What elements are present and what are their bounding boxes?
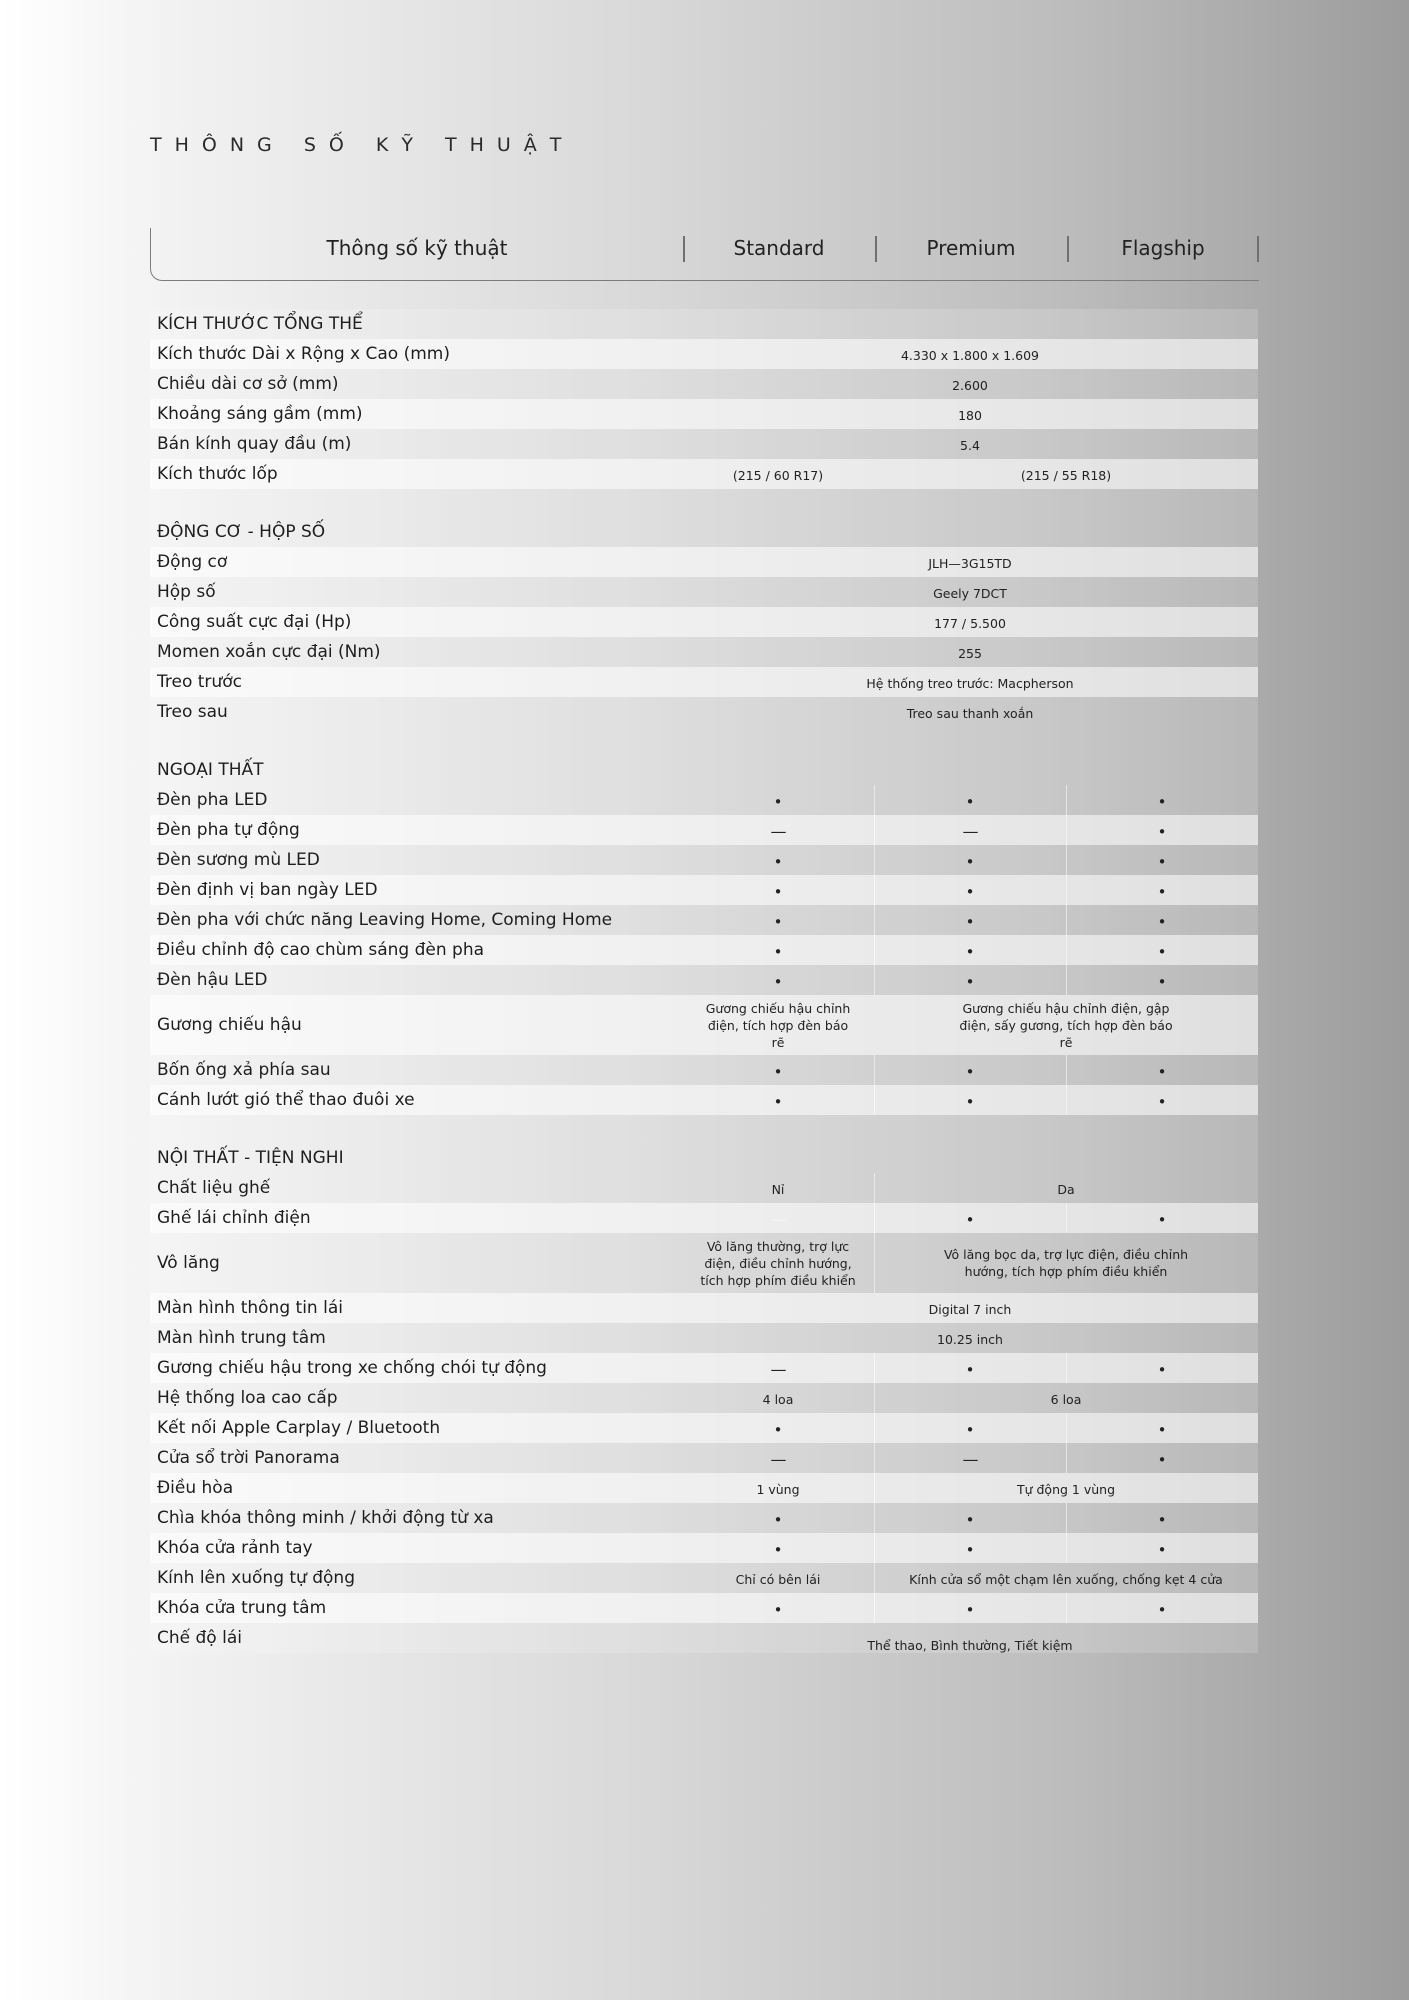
available-dot: • xyxy=(1157,1092,1167,1111)
header-spec: Thông số kỹ thuật xyxy=(326,236,508,260)
available-dot: • xyxy=(965,852,975,871)
table-row xyxy=(150,637,1258,667)
available-dot: • xyxy=(1157,972,1167,991)
table-row xyxy=(150,1055,1258,1085)
table-row xyxy=(150,1203,1258,1233)
row-label: Chiều dài cơ sở (mm) xyxy=(157,374,339,394)
unavailable-dash: — xyxy=(962,1450,978,1469)
row-label: Chế độ lái xyxy=(157,1628,242,1648)
section-header-engine xyxy=(150,517,1258,547)
table-row xyxy=(150,607,1258,637)
row-label: Bốn ống xả phía sau xyxy=(157,1060,331,1080)
row-label: Đèn hậu LED xyxy=(157,970,268,990)
available-dot: • xyxy=(1157,882,1167,901)
header-flagship: Flagship xyxy=(1121,236,1205,260)
value-premium-flagship: Da xyxy=(1057,1182,1075,1197)
available-dot: • xyxy=(773,1510,783,1529)
value-all: 255 xyxy=(958,646,982,661)
available-dot: • xyxy=(1157,1420,1167,1439)
row-label: Màn hình thông tin lái xyxy=(157,1298,343,1318)
table-row xyxy=(150,1353,1258,1383)
unavailable-dash: — xyxy=(770,1210,786,1229)
row-label: Chất liệu ghế xyxy=(157,1178,271,1198)
available-dot: • xyxy=(773,852,783,871)
available-dot: • xyxy=(773,882,783,901)
row-label: Gương chiếu hậu xyxy=(157,1015,302,1035)
available-dot: • xyxy=(1157,1360,1167,1379)
available-dot: • xyxy=(1157,942,1167,961)
value-all: 180 xyxy=(958,408,982,423)
table-header xyxy=(150,228,1259,281)
row-label: Cánh lướt gió thể thao đuôi xe xyxy=(157,1090,415,1110)
section-title: ĐỘNG CƠ - HỘP SỐ xyxy=(157,522,326,542)
table-row xyxy=(150,875,1258,905)
row-label: Cửa sổ trời Panorama xyxy=(157,1448,340,1468)
value-all: 5.4 xyxy=(960,438,980,453)
available-dot: • xyxy=(965,1510,975,1529)
row-label: Đèn định vị ban ngày LED xyxy=(157,880,378,900)
value-premium-flagship: (215 / 55 R18) xyxy=(1020,468,1112,483)
value-premium-flagship: Vô lăng bọc da, trợ lực điện, điều chỉnh hướng, tích hợp phím điều khiển xyxy=(943,1247,1189,1279)
section-title: KÍCH THƯỚC TỔNG THỂ xyxy=(157,314,363,334)
table-row xyxy=(150,785,1258,815)
value-standard: (215 / 60 R17) xyxy=(732,468,824,483)
table-row xyxy=(150,459,1258,489)
table-row xyxy=(150,1443,1258,1473)
row-label: Đèn sương mù LED xyxy=(157,850,320,870)
value-all: Geely 7DCT xyxy=(933,586,1007,601)
available-dot: • xyxy=(965,912,975,931)
available-dot: • xyxy=(965,792,975,811)
available-dot: • xyxy=(1157,852,1167,871)
row-label: Hệ thống loa cao cấp xyxy=(157,1388,338,1408)
row-label: Đèn pha với chức năng Leaving Home, Coming Home xyxy=(157,910,613,930)
unavailable-dash: — xyxy=(962,822,978,841)
value-all: 177 / 5.500 xyxy=(934,616,1006,631)
available-dot: • xyxy=(965,1210,975,1229)
table-row xyxy=(150,429,1258,459)
section-header-dimensions xyxy=(150,309,1258,339)
row-label: Màn hình trung tâm xyxy=(157,1328,326,1348)
row-label: Momen xoắn cực đại (Nm) xyxy=(157,642,381,662)
value-premium-flagship: 6 loa xyxy=(1050,1392,1082,1407)
section-gap xyxy=(150,489,1258,517)
row-label: Treo trước xyxy=(157,672,242,692)
table-row xyxy=(150,935,1258,965)
available-dot: • xyxy=(965,1360,975,1379)
header-standard: Standard xyxy=(733,236,825,260)
table-row xyxy=(150,845,1258,875)
available-dot: • xyxy=(773,912,783,931)
table-row xyxy=(150,697,1258,727)
value-all: Treo sau thanh xoắn xyxy=(906,706,1034,721)
available-dot: • xyxy=(965,1540,975,1559)
table-row xyxy=(150,1623,1258,1653)
header-separator xyxy=(1257,236,1259,262)
section-header-exterior xyxy=(150,755,1258,785)
section-title: NGOẠI THẤT xyxy=(157,760,264,780)
row-label: Khoảng sáng gầm (mm) xyxy=(157,404,363,424)
section-gap xyxy=(150,1115,1258,1143)
row-label: Công suất cực đại (Hp) xyxy=(157,612,352,632)
table-row xyxy=(150,399,1258,429)
value-standard: 1 vùng xyxy=(756,1482,800,1497)
row-label: Kính lên xuống tự động xyxy=(157,1568,355,1588)
row-label: Khóa cửa rảnh tay xyxy=(157,1538,313,1558)
available-dot: • xyxy=(773,1540,783,1559)
row-label: Kích thước Dài x Rộng x Cao (mm) xyxy=(157,344,450,364)
available-dot: • xyxy=(1157,1062,1167,1081)
table-row xyxy=(150,547,1258,577)
table-row xyxy=(150,1085,1258,1115)
value-standard: Chỉ có bên lái xyxy=(735,1572,821,1587)
table-row xyxy=(150,1593,1258,1623)
value-all: Thể thao, Bình thường, Tiết kiệm xyxy=(867,1637,1073,1653)
row-label: Điều hòa xyxy=(157,1478,234,1498)
table-row xyxy=(150,1323,1258,1353)
available-dot: • xyxy=(965,1062,975,1081)
row-label: Hộp số xyxy=(157,582,216,602)
row-label: Ghế lái chỉnh điện xyxy=(157,1208,311,1228)
value-standard: Vô lăng thường, trợ lực điện, điều chỉnh hướng, tích hợp phím điều khiển xyxy=(700,1238,856,1288)
available-dot: • xyxy=(773,942,783,961)
available-dot: • xyxy=(965,972,975,991)
table-row xyxy=(150,1383,1258,1413)
value-standard: Nỉ xyxy=(771,1182,785,1197)
row-label: Treo sau xyxy=(157,702,228,722)
value-all: 10.25 inch xyxy=(937,1332,1003,1347)
header-premium: Premium xyxy=(926,236,1016,260)
unavailable-dash: — xyxy=(770,822,786,841)
value-all: Hệ thống treo trước: Macpherson xyxy=(866,676,1074,691)
table-row xyxy=(150,995,1258,1055)
table-row xyxy=(150,339,1258,369)
row-label: Động cơ xyxy=(157,552,228,572)
table-row xyxy=(150,1533,1258,1563)
available-dot: • xyxy=(1157,822,1167,841)
value-standard: Gương chiếu hậu chỉnh điện, tích hợp đèn báo rẽ xyxy=(705,1000,851,1050)
available-dot: • xyxy=(773,1092,783,1111)
table-row xyxy=(150,369,1258,399)
row-label: Điều chỉnh độ cao chùm sáng đèn pha xyxy=(157,940,485,960)
value-all: Digital 7 inch xyxy=(928,1302,1012,1317)
available-dot: • xyxy=(773,1600,783,1619)
table-row xyxy=(150,1293,1258,1323)
value-premium-flagship: Tự động 1 vùng xyxy=(1016,1482,1116,1497)
table-row xyxy=(150,965,1258,995)
row-label: Kết nối Apple Carplay / Bluetooth xyxy=(157,1418,441,1438)
table-row xyxy=(150,815,1258,845)
available-dot: • xyxy=(965,1600,975,1619)
row-label: Bán kính quay đầu (m) xyxy=(157,434,352,454)
section-header-interior xyxy=(150,1143,1258,1173)
available-dot: • xyxy=(1157,1450,1167,1469)
table-row xyxy=(150,577,1258,607)
available-dot: • xyxy=(1157,1600,1167,1619)
available-dot: • xyxy=(773,972,783,991)
row-label: Đèn pha LED xyxy=(157,790,268,810)
value-all: 2.600 xyxy=(952,378,988,393)
row-label: Đèn pha tự động xyxy=(157,820,300,840)
table-row xyxy=(150,1473,1258,1503)
unavailable-dash: — xyxy=(770,1360,786,1379)
value-premium-flagship: Kính cửa sổ một chạm lên xuống, chống kẹt 4 cửa xyxy=(909,1572,1223,1587)
available-dot: • xyxy=(1157,792,1167,811)
value-all: JLH—3G15TD xyxy=(928,556,1012,571)
row-label: Kích thước lốp xyxy=(157,464,278,484)
page-title: THÔNG SỐ KỸ THUẬT xyxy=(150,134,575,156)
unavailable-dash: — xyxy=(770,1450,786,1469)
table-row xyxy=(150,1563,1258,1593)
row-label: Vô lăng xyxy=(157,1253,220,1273)
available-dot: • xyxy=(1157,1540,1167,1559)
available-dot: • xyxy=(965,1420,975,1439)
available-dot: • xyxy=(773,1420,783,1439)
section-gap xyxy=(150,727,1258,755)
available-dot: • xyxy=(773,1062,783,1081)
table-row xyxy=(150,667,1258,697)
table-row xyxy=(150,1233,1258,1293)
table-row xyxy=(150,1503,1258,1533)
available-dot: • xyxy=(965,942,975,961)
table-row xyxy=(150,1413,1258,1443)
row-label: Chìa khóa thông minh / khởi động từ xa xyxy=(157,1508,494,1528)
row-label: Khóa cửa trung tâm xyxy=(157,1598,327,1618)
available-dot: • xyxy=(965,1092,975,1111)
value-standard: 4 loa xyxy=(762,1392,794,1407)
available-dot: • xyxy=(773,792,783,811)
spec-table xyxy=(150,309,1258,1653)
table-row xyxy=(150,905,1258,935)
section-title: NỘI THẤT - TIỆN NGHI xyxy=(157,1148,344,1168)
available-dot: • xyxy=(1157,1210,1167,1229)
table-row xyxy=(150,1173,1258,1203)
available-dot: • xyxy=(965,882,975,901)
value-premium-flagship: Gương chiếu hậu chỉnh điện, gập điện, sấy gương, tích hợp đèn báo rẽ xyxy=(959,1000,1173,1050)
available-dot: • xyxy=(1157,912,1167,931)
value-all: 4.330 x 1.800 x 1.609 xyxy=(900,348,1040,363)
row-label: Gương chiếu hậu trong xe chống chói tự động xyxy=(157,1358,547,1378)
available-dot: • xyxy=(1157,1510,1167,1529)
